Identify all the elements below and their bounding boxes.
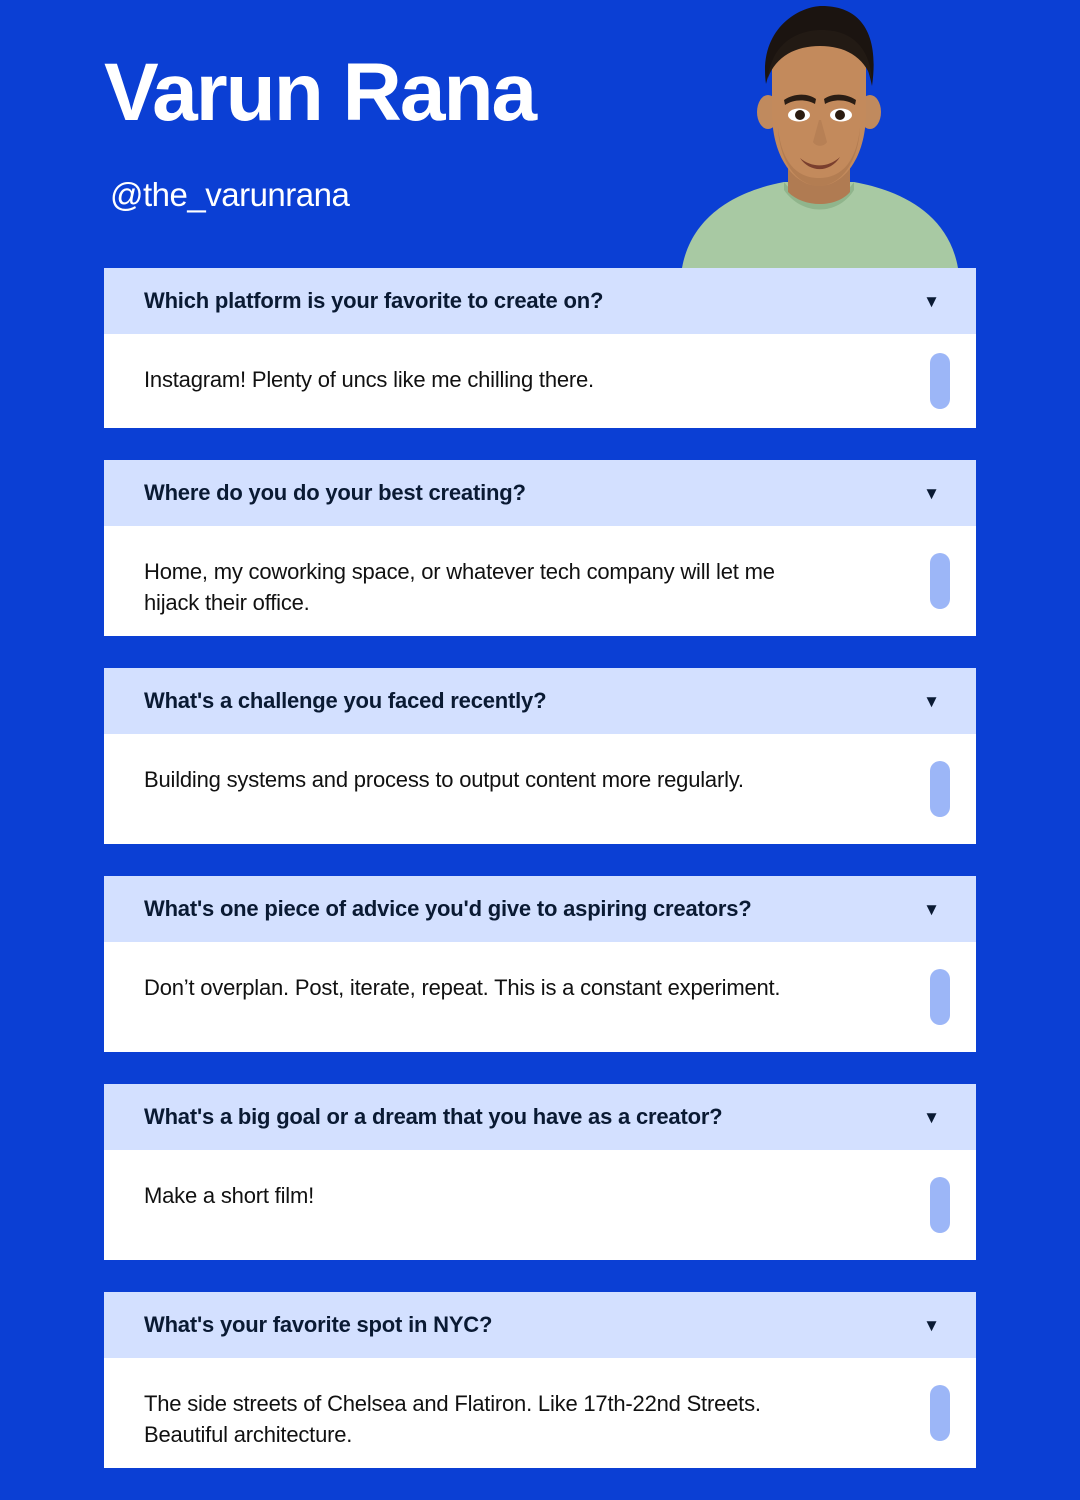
- scrollbar-thumb[interactable]: [930, 353, 950, 409]
- accordion-item: [104, 668, 976, 844]
- chevron-down-icon[interactable]: ▼: [923, 1315, 940, 1335]
- accordion-question-header[interactable]: [104, 268, 976, 334]
- question-text: What's a big goal or a dream that you have as a creator?: [144, 1104, 723, 1129]
- accordion-question-header[interactable]: [104, 460, 976, 526]
- accordion-item: [104, 1084, 976, 1260]
- accordion-answer-panel: [104, 942, 976, 1052]
- scrollbar-thumb[interactable]: [930, 553, 950, 609]
- accordion-item: [104, 1292, 976, 1468]
- answer-text: Make a short film!: [144, 1183, 315, 1208]
- answer-text: Home, my coworking space, or whatever tech company will let me hijack their office.: [144, 559, 775, 616]
- accordion-answer-panel: [104, 526, 976, 636]
- avatar: [672, 0, 962, 268]
- accordion-answer-panel: [104, 734, 976, 844]
- chevron-down-icon[interactable]: ▼: [923, 483, 940, 503]
- answer-text: Don’t overplan. Post, iterate, repeat. This is a constant experiment.: [144, 975, 781, 1000]
- accordion-question-header[interactable]: [104, 1292, 976, 1358]
- question-text: What's your favorite spot in NYC?: [144, 1312, 493, 1337]
- accordion-question-header[interactable]: [104, 876, 976, 942]
- page-title: Varun Rana: [104, 47, 536, 138]
- chevron-down-icon[interactable]: ▼: [923, 291, 940, 311]
- chevron-down-icon[interactable]: ▼: [923, 899, 940, 919]
- accordion-question-header[interactable]: [104, 1084, 976, 1150]
- profile-handle: @the_varunrana: [110, 176, 350, 213]
- qa-accordion: [104, 268, 976, 1500]
- accordion-item: [104, 268, 976, 428]
- accordion-item: [104, 876, 976, 1052]
- accordion-answer-panel: [104, 1150, 976, 1260]
- accordion-answer-panel: [104, 334, 976, 428]
- question-text: Which platform is your favorite to create on?: [144, 288, 604, 313]
- chevron-down-icon[interactable]: ▼: [923, 1107, 940, 1127]
- accordion-item: [104, 460, 976, 636]
- profile-header: [0, 0, 1080, 268]
- answer-text: Instagram! Plenty of uncs like me chilling there.: [144, 367, 594, 392]
- answer-text: Building systems and process to output content more regularly.: [144, 767, 744, 792]
- scrollbar-thumb[interactable]: [930, 761, 950, 817]
- scrollbar-thumb[interactable]: [930, 1385, 950, 1441]
- scrollbar-thumb[interactable]: [930, 1177, 950, 1233]
- answer-text: The side streets of Chelsea and Flatiron. Like 17th-22nd Streets. Beautiful architecture.: [144, 1391, 761, 1448]
- scrollbar-thumb[interactable]: [930, 969, 950, 1025]
- question-text: Where do you do your best creating?: [144, 480, 526, 505]
- question-text: What's one piece of advice you'd give to aspiring creators?: [144, 896, 752, 921]
- chevron-down-icon[interactable]: ▼: [923, 691, 940, 711]
- question-text: What's a challenge you faced recently?: [144, 688, 547, 713]
- accordion-question-header[interactable]: [104, 668, 976, 734]
- accordion-answer-panel: [104, 1358, 976, 1468]
